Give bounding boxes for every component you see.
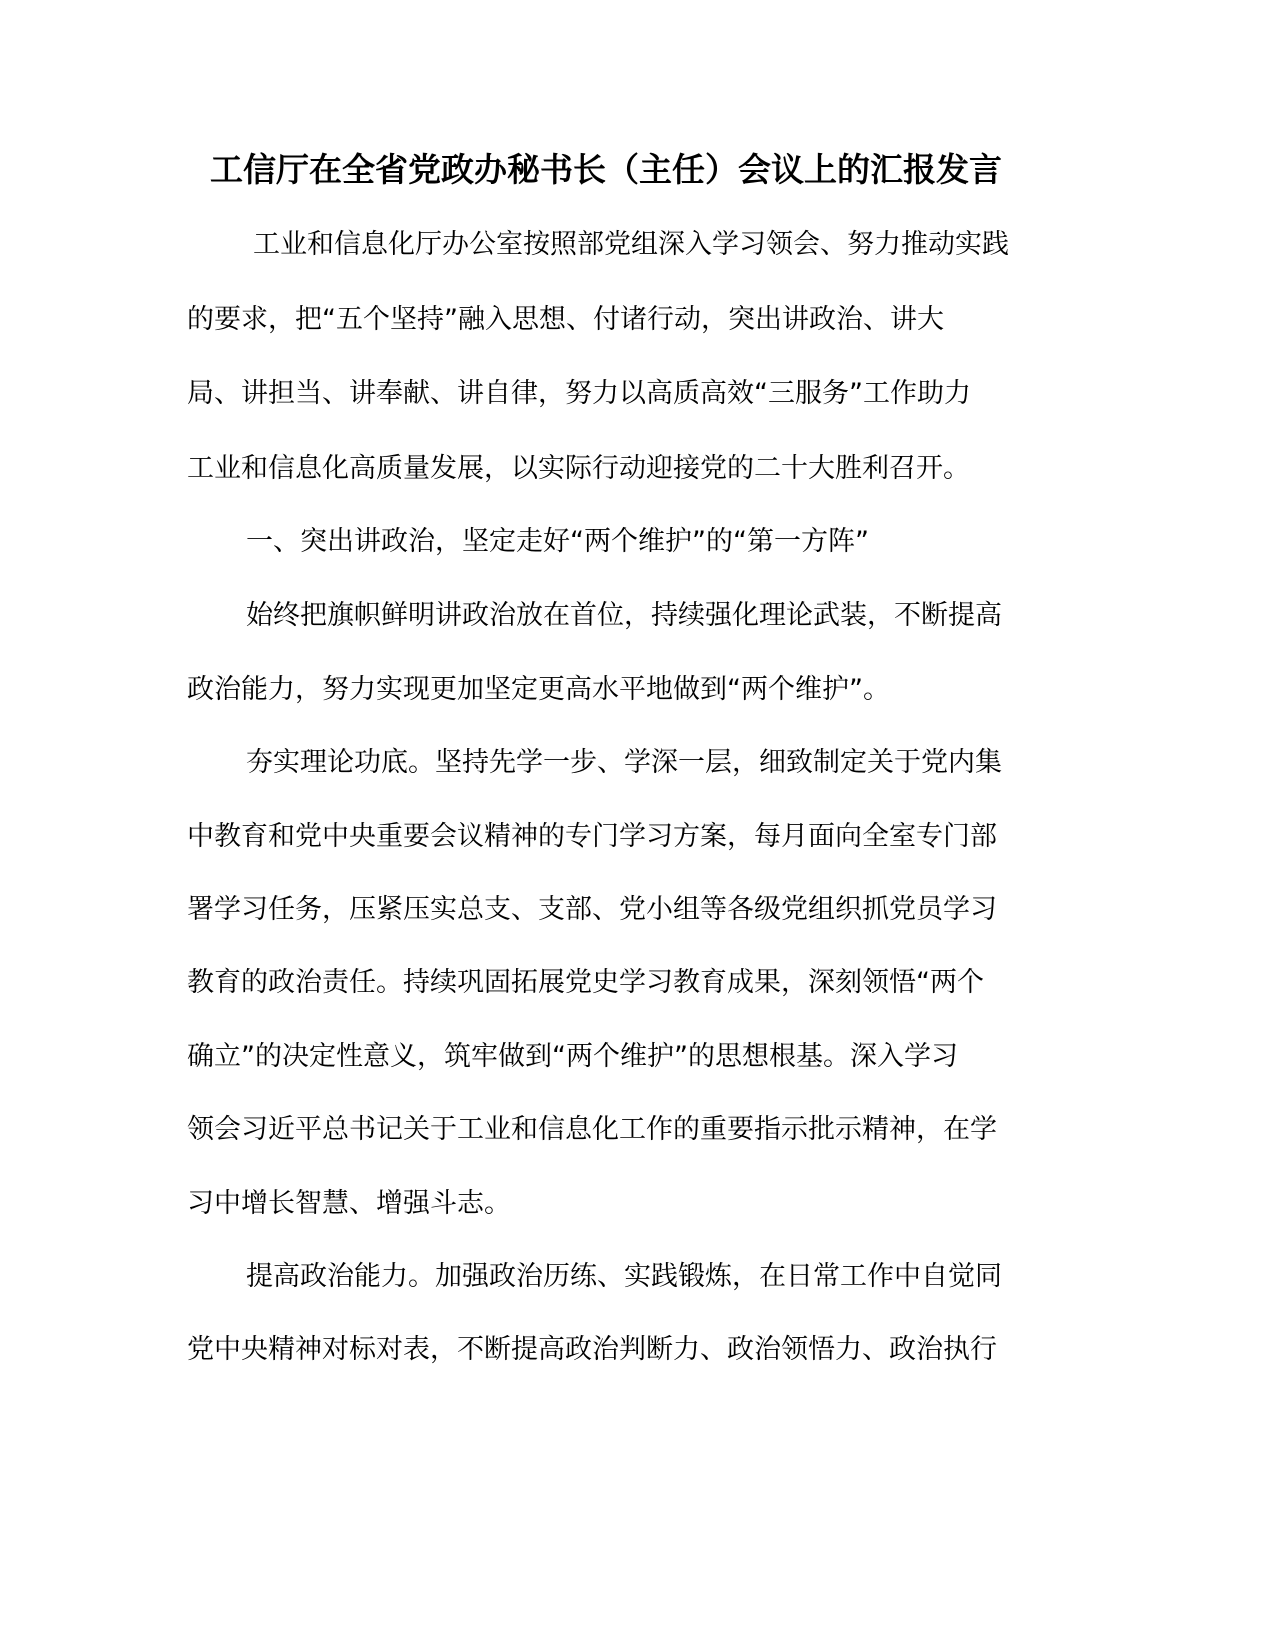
paragraph-line-10: 署学习任务，压紧压实总支、支部、党小组等各级党组织抓党员学习 xyxy=(187,894,997,925)
paragraph-line-11: 教育的政治责任。持续巩固拓展党史学习教育成果，深刻领悟“两个 xyxy=(187,967,984,998)
paragraph-line-7: 政治能力，努力实现更加坚定更高水平地做到“两个维护”。 xyxy=(187,674,890,705)
paragraph-line-3: 局、讲担当、讲奉献、讲自律，努力以高质高效“三服务”工作助力 xyxy=(187,378,971,409)
paragraph-line-6: 始终把旗帜鲜明讲政治放在首位，持续强化理论武装，不断提高 xyxy=(246,600,1002,631)
paragraph-line-13: 领会习近平总书记关于工业和信息化工作的重要指示批示精神，在学 xyxy=(187,1114,997,1145)
paragraph-line-2: 的要求，把“五个坚持”融入思想、付诸行动，突出讲政治、讲大 xyxy=(187,304,944,335)
paragraph-line-16: 党中央精神对标对表，不断提高政治判断力、政治领悟力、政治执行 xyxy=(187,1334,997,1365)
paragraph-line-14: 习中增长智慧、增强斗志。 xyxy=(187,1188,511,1219)
paragraph-line-8: 夯实理论功底。坚持先学一步、学深一层，细致制定关于党内集 xyxy=(246,747,1002,778)
section-heading-1: 一、突出讲政治，坚定走好“两个维护”的“第一方阵” xyxy=(246,526,869,557)
paragraph-line-15: 提高政治能力。加强政治历练、实践锻炼，在日常工作中自觉同 xyxy=(246,1261,1002,1292)
paragraph-line-9: 中教育和党中央重要会议精神的专门学习方案，每月面向全室专门部 xyxy=(187,821,997,852)
paragraph-line-12: 确立”的决定性意义，筑牢做到“两个维护”的思想根基。深入学习 xyxy=(187,1041,958,1072)
document-title: 工信厅在全省党政办秘书长（主任）会议上的汇报发言 xyxy=(210,150,1002,189)
paragraph-line-4: 工业和信息化高质量发展，以实际行动迎接党的二十大胜利召开。 xyxy=(187,453,970,484)
paragraph-line-1: 工业和信息化厅办公室按照部党组深入学习领会、努力推动实践 xyxy=(253,229,1009,260)
